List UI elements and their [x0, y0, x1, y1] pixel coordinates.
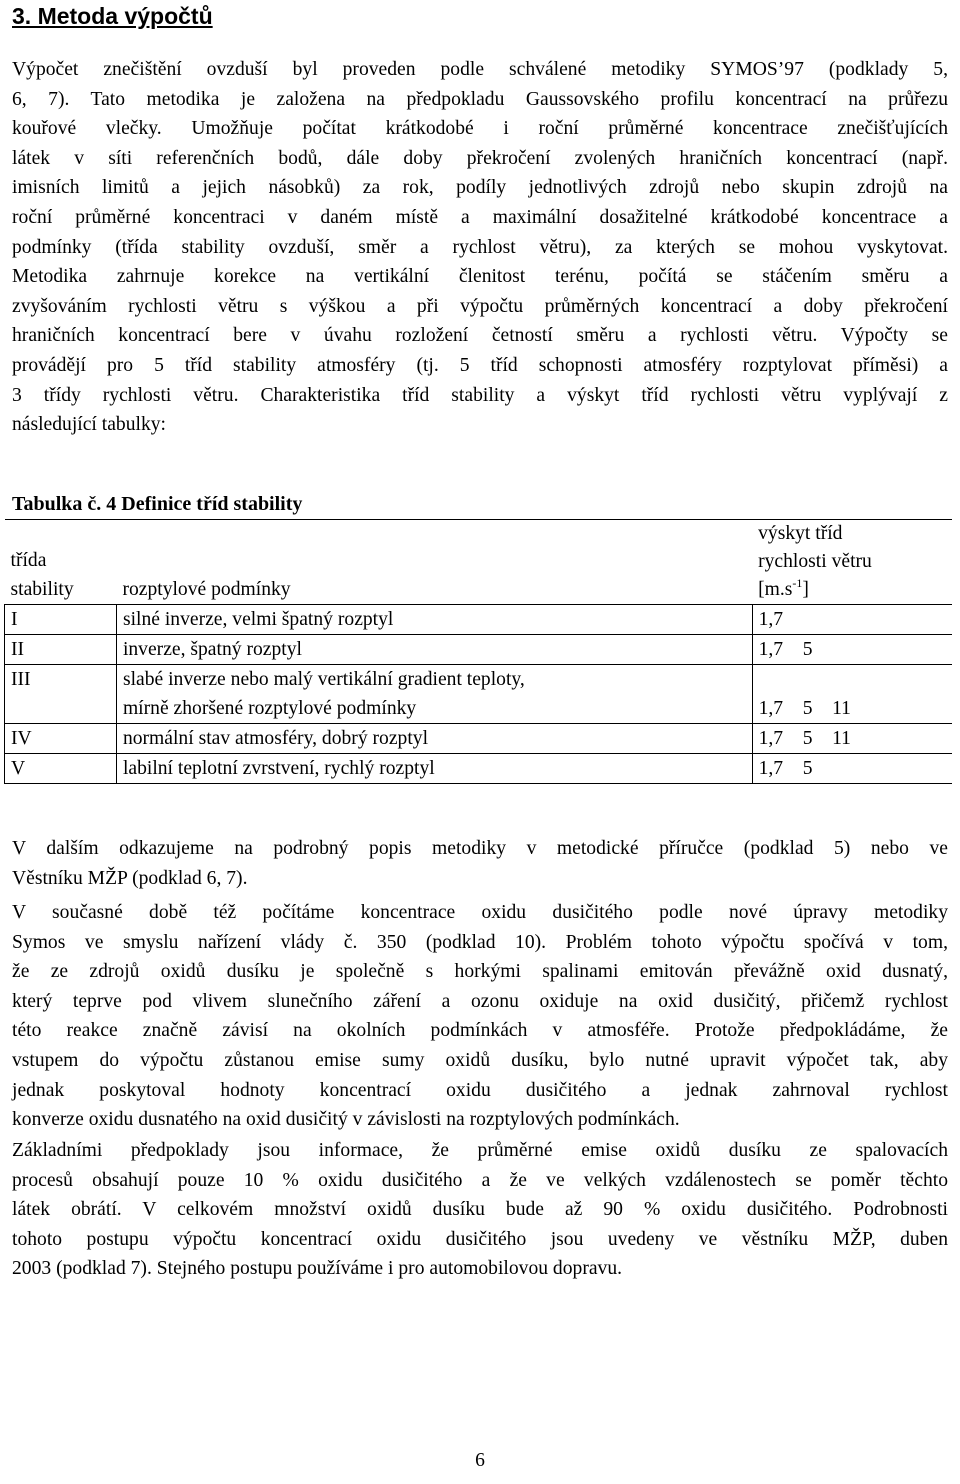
text-line: 6, 7). Tato metodika je založena na předpokladu Gaussovského profilu koncentrací na průřezu [12, 88, 948, 110]
text-line: který teprve pod vlivem slunečního záření a ozonu oxiduje na oxid dusičitý, přičemž rychlost [12, 990, 948, 1012]
text-line: že ze zdrojů oxidů dusíku je společně s horkými spalinami emitován převážně oxid dusnatý, [12, 961, 948, 983]
table-row [5, 754, 953, 784]
header-stability-class [5, 520, 117, 605]
text-line: Výpočet znečištění ovzduší byl proveden podle schválené metodiky SYMOS’97 (podklady 5, [12, 59, 948, 80]
cell-conditions: normální stav atmosféry, dobrý rozptyl [116, 724, 752, 754]
cell-wind: 1,7 5 11 [752, 724, 952, 754]
cell-conditions: silné inverze, velmi špatný rozptyl [116, 605, 752, 635]
text-line: 3 třídy rychlosti větru. Charakteristika tříd stability a výskyt tříd rychlosti větru vyplývají z [12, 384, 948, 406]
unit-text: [m.s [758, 579, 793, 600]
text-line: Metodika zahrnuje korekce na vertikální členitost terénu, počítá se stáčením směru a [12, 266, 948, 288]
text-line: procesů obsahují pouze 10 % oxidu dusičitého a že ve velkých vzdálenostech se poměr těchto [12, 1169, 948, 1191]
cell-wind: 1,7 5 [752, 635, 952, 665]
text-line: V současné době též počítáme koncentrace oxidu dusičitého podle nové úpravy metodiky [12, 902, 948, 923]
cell-class: II [5, 635, 117, 665]
text-line: Symos ve smyslu nařízení vlády č. 350 (podklad 10). Problém tohoto výpočtu spočívá v tom, [12, 931, 948, 953]
text-line: jednak poskytoval hodnoty koncentrací oxidu dusičitého a jednak zahrnoval rychlost [12, 1079, 948, 1101]
cell-class: V [5, 754, 117, 784]
text-line: Základními předpoklady jsou informace, že průměrné emise oxidů dusíku ze spalovacích [12, 1140, 948, 1161]
text-line: hraničních koncentrací bere v úvahu rozložení četností směru a rychlosti větru. Výpočty se [12, 325, 948, 347]
text-line: V dalším odkazujeme na podrobný popis metodiky v metodické příručce (podklad 5) nebo ve [12, 838, 948, 859]
text-line: imisních limitů a jejich násobků) za rok, podíly jednotlivých zdrojů nebo skupin zdrojů na [12, 177, 948, 199]
cell-text: slabé inverze nebo malý vertikální gradient teploty, [122, 669, 525, 690]
cell-wind: 1,7 5 [752, 754, 952, 784]
header-text: výskyt tříd [758, 523, 843, 544]
text-line: kouřové vlečky. Umožňuje počítat krátkodobé i roční průměrné koncentrace znečišťujících [12, 118, 948, 140]
cell-class: III [5, 665, 117, 724]
page-number: 6 [475, 1450, 485, 1471]
text-line: Věstníku MŽP (podklad 6, 7). [12, 867, 248, 889]
unit-text: ] [802, 579, 809, 600]
header-text: stability [10, 579, 74, 600]
text-line: vstupem do výpočtu zůstanou emise sumy oxidů dusíku, bylo nutné upravit výpočet tak, aby [12, 1049, 948, 1071]
cell-wind: 1,7 5 11 [752, 665, 952, 724]
text-line: roční průměrné koncentraci v daném místě a maximální dosažitelné krátkodobé koncentrace a [12, 206, 948, 228]
table-row [5, 665, 953, 724]
unit-exponent: -1 [792, 576, 803, 590]
text-line: provádějí pro 5 tříd stability atmosféry (tj. 5 tříd schopnosti atmosféry rozptylovat příměsi) a [12, 354, 948, 376]
header-dispersion-conditions: rozptylové podmínky [116, 520, 752, 605]
cell-class: I [5, 605, 117, 635]
text-line: zvyšováním rychlosti větru s výškou a při výpočtu průměrných koncentrací a doby překročení [12, 295, 948, 317]
table-row [5, 605, 953, 635]
stability-classes-table [4, 519, 952, 784]
header-wind-speed-classes [752, 520, 952, 605]
paragraph-no2-method [12, 898, 948, 1135]
table-row [5, 724, 953, 754]
text-line: podmínky (třída stability ovzduší, směr a rychlost větru), za kterých se mohou vyskytovat. [12, 236, 948, 258]
text-line: tohoto postupu výpočtu koncentrací oxidu dusičitého jsou uvedeny ve věstníku MŽP, duben [12, 1228, 948, 1250]
table-row [5, 635, 953, 665]
text-line: této reakce značně závisí na okolních podmínkách v atmosféře. Protože předpokládáme, že [12, 1020, 948, 1042]
text-line: konverze oxidu dusnatého na oxid dusičitý v závislosti na rozptylových podmínkách. [12, 1109, 680, 1131]
cell-text: mírně zhoršené rozptylové podmínky [122, 698, 417, 719]
section-title: 3. Metoda výpočtů [12, 3, 213, 29]
table-caption: Tabulka č. 4 Definice tříd stability [12, 493, 303, 515]
header-unit [758, 576, 952, 604]
paragraph-methodology [12, 55, 948, 440]
text-line: látek v síti referenčních bodů, dále doby překročení zvolených hraničních koncentrací (např. [12, 147, 948, 169]
table-header-row [5, 520, 953, 605]
cell-class: IV [5, 724, 117, 754]
text-line: následující tabulky: [12, 414, 166, 436]
text-line: 2003 (podklad 7). Stejného postupu používáme i pro automobilovou dopravu. [12, 1258, 623, 1280]
cell-conditions: labilní teplotní zvrstvení, rychlý rozptyl [116, 754, 752, 784]
paragraph-assumptions [12, 1136, 948, 1284]
cell-conditions: inverze, špatný rozptyl [116, 635, 752, 665]
cell-wind: 1,7 [752, 605, 952, 635]
header-text: třída [10, 550, 47, 571]
header-text: rychlosti větru [758, 551, 872, 572]
text-line: látek obrátí. V celkovém množství oxidů dusíku bude až 90 % oxidu dusičitého. Podrobnosti [12, 1199, 948, 1221]
cell-conditions [116, 665, 752, 724]
paragraph-references [12, 834, 948, 893]
